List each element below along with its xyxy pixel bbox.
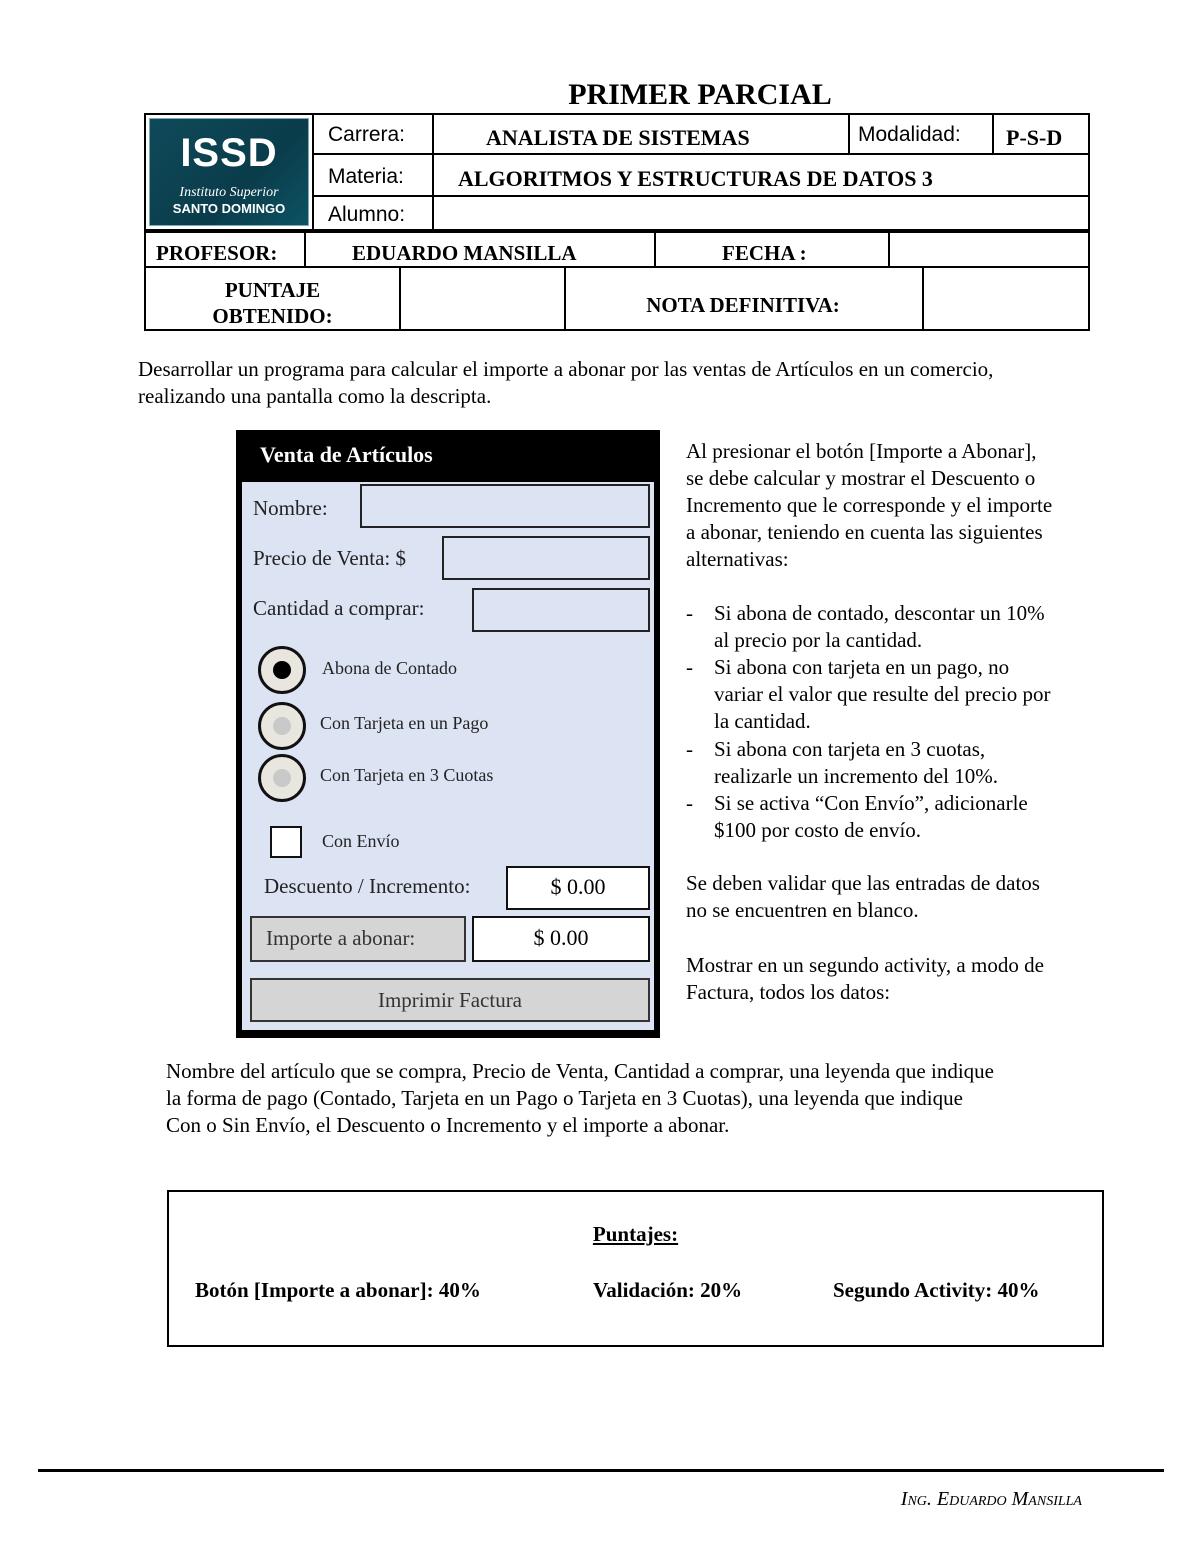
scores-box	[167, 1190, 1104, 1347]
score-segundo-activity: Segundo Activity: 40%	[833, 1278, 1040, 1302]
header-table	[144, 113, 1090, 231]
header-table-lower	[144, 231, 1090, 331]
bullet-line: realizarle un incremento del 10%.	[714, 764, 998, 788]
intro-line2: realizando una pantalla como la descripta.	[138, 384, 492, 408]
nombre-label: Nombre:	[253, 496, 328, 520]
bullet-1: - Si abona de contado, descontar un 10% al precio por la cantidad.	[686, 600, 1090, 654]
importe-button[interactable]: Importe a abonar:	[250, 916, 466, 962]
scores-title: Puntajes:	[592, 1222, 679, 1246]
bullet-line: Si abona con tarjeta en 3 cuotas,	[714, 737, 986, 761]
radio-contado-label: Abona de Contado	[322, 658, 457, 678]
envio-checkbox[interactable]	[270, 826, 302, 858]
bottom-text	[166, 1058, 1096, 1139]
instructions-p1	[686, 438, 1090, 573]
logo-line2: SANTO DOMINGO	[172, 201, 286, 216]
precio-input[interactable]	[442, 536, 650, 580]
carrera-label: Carrera:	[328, 123, 406, 146]
footer-signature: Ing. Eduardo Mansilla	[900, 1488, 1082, 1510]
score-importe: Botón [Importe a abonar]: 40%	[195, 1278, 481, 1302]
issd-logo	[146, 115, 314, 229]
bullet-3: - Si abona con tarjeta en 3 cuotas, realizarle un incremento del 10%.	[686, 736, 1090, 790]
puntaje-label	[146, 277, 399, 329]
fecha-field[interactable]	[890, 233, 1086, 265]
descuento-value: $ 0.00	[506, 866, 650, 910]
logo-name: ISSD	[180, 131, 278, 175]
materia-value: ALGORITMOS Y ESTRUCTURAS DE DATOS 3	[458, 166, 933, 191]
profesor-label: PROFESOR:	[156, 241, 278, 265]
nombre-input[interactable]	[360, 484, 650, 528]
p1-line: Incremento que le corresponde y el importe	[686, 493, 1053, 517]
precio-label: Precio de Venta: $	[253, 546, 406, 570]
radio-un-pago-label: Con Tarjeta en un Pago	[320, 713, 489, 733]
bullet-line: variar el valor que resulte del precio por	[714, 682, 1051, 706]
score-validacion: Validación: 20%	[593, 1278, 743, 1302]
alumno-label: Alumno:	[328, 203, 406, 226]
bottom-line: Nombre del artículo que se compra, Precio de Venta, Cantidad a comprar, una leyenda que indique	[166, 1059, 994, 1083]
modalidad-label: Modalidad:	[858, 123, 961, 146]
bullet-line: al precio por la cantidad.	[714, 628, 923, 652]
p3-line: Mostrar en un segundo activity, a modo de	[686, 953, 1044, 977]
bullet-2: - Si abona con tarjeta en un pago, no variar el valor que resulte del precio por la cantidad.	[686, 654, 1090, 735]
page-title: PRIMER PARCIAL	[568, 78, 832, 111]
radio-3-cuotas-label: Con Tarjeta en 3 Cuotas	[320, 765, 494, 785]
puntaje-line1: PUNTAJE	[224, 278, 321, 302]
p1-line: se debe calcular y mostrar el Descuento o	[686, 466, 1036, 490]
carrera-value: ANALISTA DE SISTEMAS	[486, 125, 750, 150]
descuento-label: Descuento / Incremento:	[264, 874, 471, 898]
mockup-title: Venta de Artículos	[260, 442, 433, 467]
bullet-4: - Si se activa “Con Envío”, adicionarle $100 por costo de envío.	[686, 790, 1090, 844]
p1-line: a abonar, teniendo en cuenta las siguientes	[686, 520, 1043, 544]
cantidad-label: Cantidad a comprar:	[253, 596, 425, 620]
bullet-line: la cantidad.	[714, 709, 811, 733]
p1-line: Al presionar el botón [Importe a Abonar],	[686, 439, 1037, 463]
intro-text	[138, 356, 993, 410]
mockup-screen	[242, 482, 654, 1030]
envio-checkbox-label: Con Envío	[322, 831, 400, 851]
radio-3-cuotas[interactable]	[258, 754, 306, 802]
p1-line: alternativas:	[686, 547, 789, 571]
bullet-line: $100 por costo de envío.	[714, 818, 922, 842]
modalidad-value: P-S-D	[1006, 125, 1063, 150]
instructions-p2	[686, 870, 1090, 924]
radio-un-pago[interactable]	[258, 702, 306, 750]
profesor-value: EDUARDO MANSILLA	[352, 241, 577, 265]
importe-value: $ 0.00	[472, 916, 650, 962]
bullet-line: Si se activa “Con Envío”, adicionarle	[714, 791, 1028, 815]
app-mockup	[236, 430, 660, 1038]
p2-line: no se encuentren en blanco.	[686, 898, 919, 922]
p3-line: Factura, todos los datos:	[686, 980, 891, 1004]
bottom-line: Con o Sin Envío, el Descuento o Incremento y el importe a abonar.	[166, 1113, 730, 1137]
imprimir-factura-button[interactable]: Imprimir Factura	[250, 978, 650, 1022]
footer-divider	[38, 1469, 1164, 1472]
nota-field[interactable]	[924, 269, 1086, 327]
puntaje-field[interactable]	[401, 269, 563, 327]
p2-line: Se deben validar que las entradas de datos	[686, 871, 1040, 895]
alumno-field[interactable]	[434, 197, 1088, 227]
materia-label: Materia:	[328, 165, 404, 188]
puntaje-line2: OBTENIDO:	[212, 304, 333, 328]
instructions-p3	[686, 952, 1090, 1006]
bottom-line: la forma de pago (Contado, Tarjeta en un Pago o Tarjeta en 3 Cuotas), una leyenda que indique	[166, 1086, 963, 1110]
radio-contado[interactable]	[258, 646, 306, 694]
cantidad-input[interactable]	[472, 588, 650, 632]
intro-line1: Desarrollar un programa para calcular el importe a abonar por las ventas de Artículos en un comercio,	[138, 357, 994, 381]
bullet-line: Si abona con tarjeta en un pago, no	[714, 655, 1010, 679]
nota-label: NOTA DEFINITIVA:	[646, 293, 840, 317]
logo-line1: Instituto Superior	[179, 185, 279, 200]
bullet-line: Si abona de contado, descontar un 10%	[714, 601, 1045, 625]
fecha-label: FECHA :	[722, 241, 807, 265]
